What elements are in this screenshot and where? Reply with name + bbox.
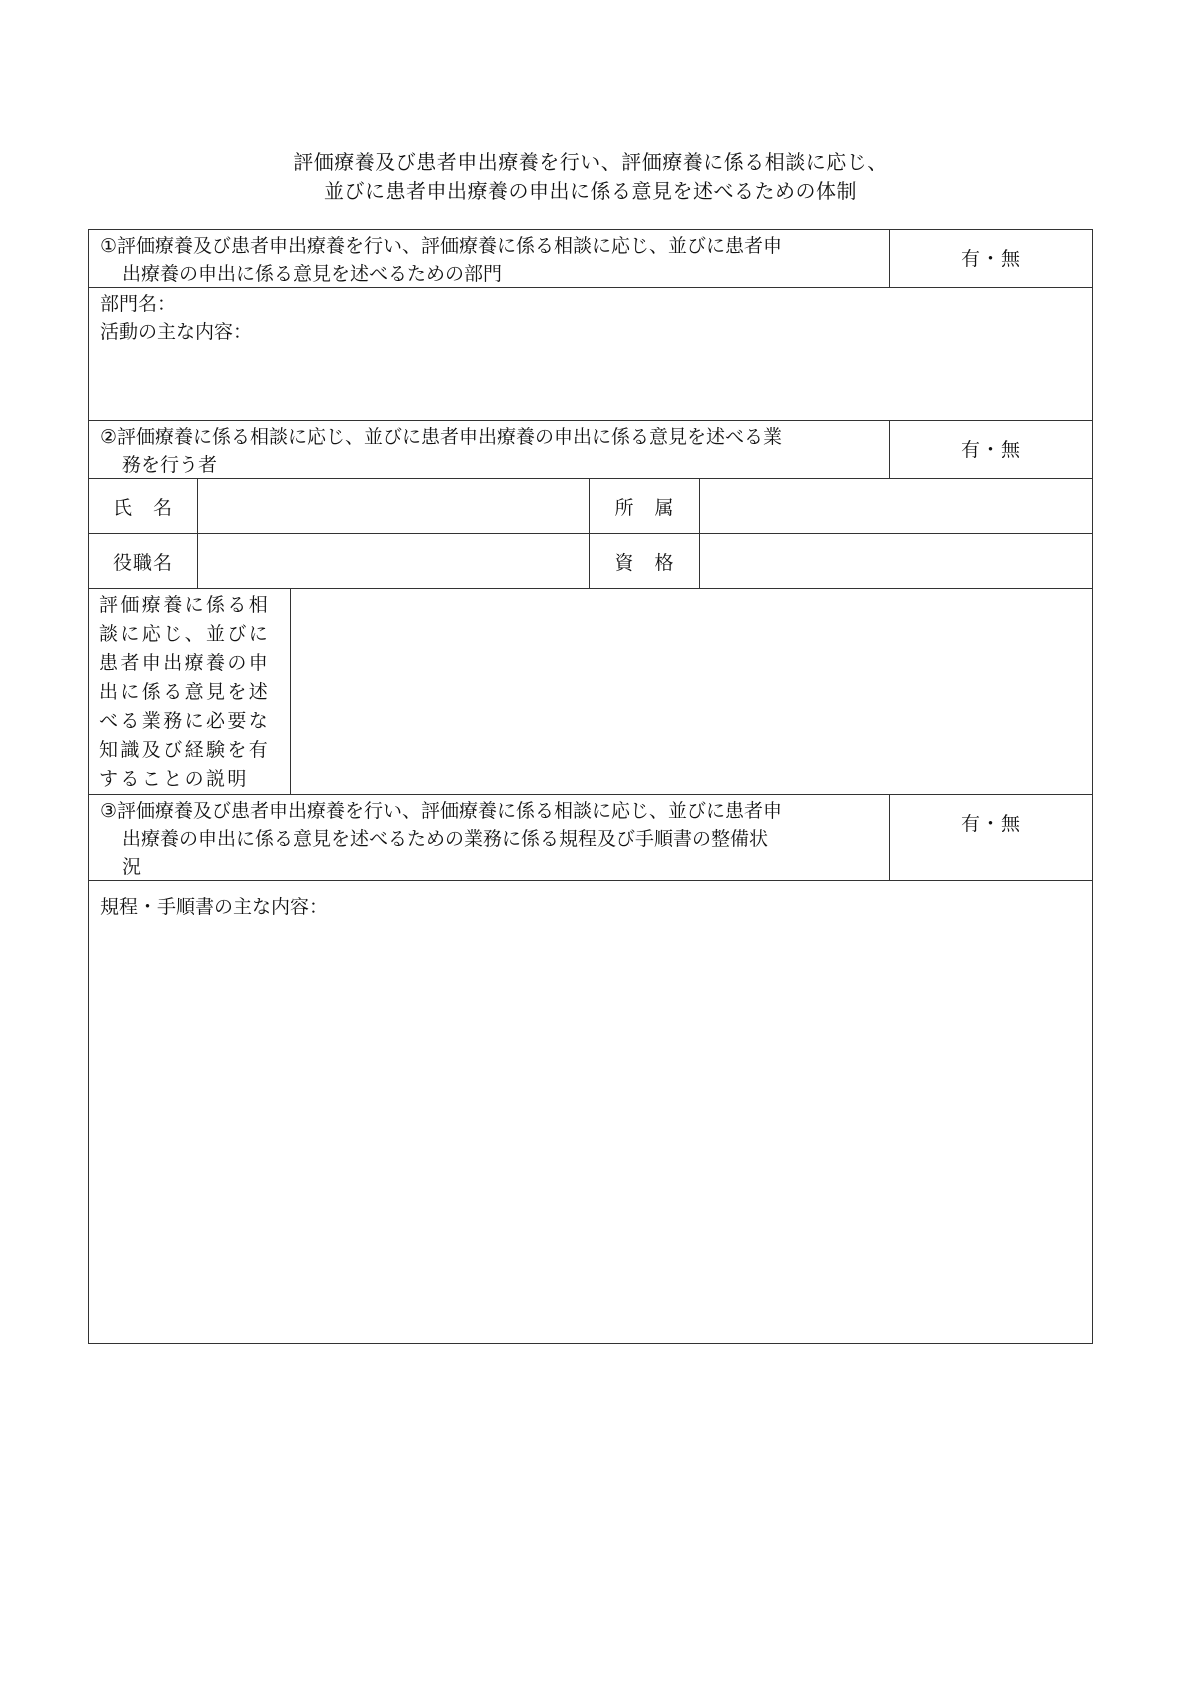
section1-question-row: [89, 230, 1092, 288]
department-name-label: 部門名：: [100, 293, 177, 315]
form-table: [88, 229, 1093, 1344]
section2-question-line-2: 務を行う者: [122, 454, 218, 476]
section1-question-line-1: ①評価療養及び患者申出療養を行い、評価療養に係る相談に応じ、並びに患者申: [100, 235, 783, 257]
title-line-1: 評価療養及び患者申出療養を行い、評価療養に係る相談に応じ、: [293, 150, 888, 174]
section1-answer-cell[interactable]: [890, 230, 1092, 287]
position-qualification-row: [89, 534, 1092, 589]
explanation-line-4: 出に係る意見を述: [99, 681, 271, 703]
qualification-field[interactable]: [700, 534, 1092, 588]
section3-yes-no[interactable]: 有・無: [960, 813, 1021, 835]
name-affiliation-row: [89, 479, 1092, 534]
section1-details-row[interactable]: [89, 288, 1092, 421]
section3-question-line-3: 況: [122, 856, 142, 878]
explanation-line-7: することの説明: [99, 768, 249, 790]
explanation-line-1: 評価療養に係る相: [99, 594, 271, 616]
explanation-line-6: 知識及び経験を有: [99, 739, 271, 761]
name-label: 氏 名: [112, 496, 173, 519]
section1-details: [89, 288, 1092, 346]
section2-question: [89, 421, 890, 478]
explanation-line-2: 談に応じ、並びに: [99, 623, 271, 645]
section2-yes-no[interactable]: 有・無: [960, 439, 1021, 461]
section3-question-line-1: ③評価療養及び患者申出療養を行い、評価療養に係る相談に応じ、並びに患者申: [100, 800, 783, 822]
position-field[interactable]: [198, 534, 590, 588]
position-label-cell: [89, 534, 198, 588]
qualification-label-cell: [590, 534, 700, 588]
explanation-line-3: 患者申出療養の申: [99, 652, 271, 674]
position-label: 役職名: [112, 551, 173, 574]
section3-question-row: [89, 795, 1092, 881]
section2-question-line-1: ②評価療養に係る相談に応じ、並びに患者申出療養の申出に係る意見を述べる業: [100, 426, 783, 448]
explanation-row: [89, 589, 1092, 795]
section3-answer-cell[interactable]: [890, 795, 1092, 880]
page-title: [0, 148, 1181, 206]
qualification-label: 資 格: [614, 551, 675, 574]
section1-question-line-2: 出療養の申出に係る意見を述べるための部門: [122, 263, 503, 285]
affiliation-label: 所 属: [614, 496, 675, 519]
name-label-cell: [89, 479, 198, 533]
affiliation-label-cell: [590, 479, 700, 533]
rules-content: [89, 881, 1092, 921]
rules-content-row[interactable]: [89, 881, 1092, 1343]
section3-question-line-2: 出療養の申出に係る意見を述べるための業務に係る規程及び手順書の整備状: [122, 828, 769, 850]
explanation-label: [89, 589, 291, 794]
explanation-field[interactable]: [291, 589, 1092, 794]
section1-question: [89, 230, 890, 287]
section3-question: [89, 795, 890, 880]
section2-answer-cell[interactable]: [890, 421, 1092, 478]
title-line-2: 並びに患者申出療養の申出に係る意見を述べるための体制: [324, 179, 857, 203]
activity-content-label: 活動の主な内容：: [100, 321, 253, 343]
rules-content-label: 規程・手順書の主な内容：: [100, 896, 329, 918]
section2-question-row: [89, 421, 1092, 479]
name-field[interactable]: [198, 479, 590, 533]
explanation-line-5: べる業務に必要な: [99, 710, 271, 732]
section1-yes-no[interactable]: 有・無: [960, 248, 1021, 270]
affiliation-field[interactable]: [700, 479, 1092, 533]
